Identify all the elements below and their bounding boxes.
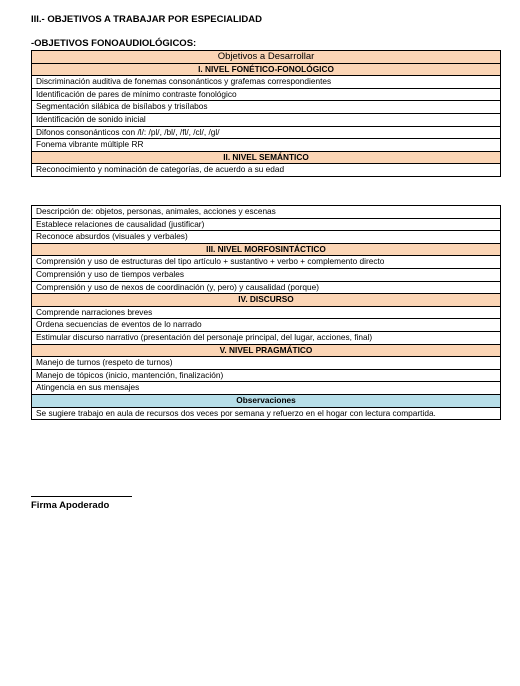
table-header: Objetivos a Desarrollar — [32, 51, 501, 64]
objective-cell: Difonos consonánticos con /l/: /pl/, /bl/, /fl/, /cl/, /gl/ — [32, 126, 501, 139]
level-title-phonetic: I. NIVEL FONÉTICO-FONOLÓGICO — [32, 63, 501, 76]
objective-cell: Comprensión y uso de tiempos verbales — [32, 268, 501, 281]
objectives-table-part-2 — [31, 205, 501, 420]
objective-cell: Segmentación silábica de bisílabos y trisílabos — [32, 101, 501, 114]
table-row — [32, 369, 501, 382]
signature-label: Firma Apoderado — [31, 500, 110, 511]
table-row — [32, 76, 501, 89]
table-row — [32, 218, 501, 231]
level-row — [32, 344, 501, 357]
table-row — [32, 407, 501, 420]
objective-cell: Comprensión y uso de estructuras del tipo artículo + sustantivo + verbo + complemento directo — [32, 256, 501, 269]
level-row — [32, 294, 501, 307]
table-row — [32, 206, 501, 219]
table-row — [32, 357, 501, 370]
objective-cell: Reconocimiento y nominación de categorías, de acuerdo a su edad — [32, 164, 501, 177]
table-row — [32, 126, 501, 139]
level-title-morphosyntactic: III. NIVEL MORFOSINTÁCTICO — [32, 243, 501, 256]
section-title: III.- OBJETIVOS A TRABAJAR POR ESPECIALIDAD — [31, 14, 263, 25]
objective-cell: Comprende narraciones breves — [32, 306, 501, 319]
objective-cell: Reconoce absurdos (visuales y verbales) — [32, 231, 501, 244]
objective-cell: Comprensión y uso de nexos de coordinación (y, pero) y causalidad (porque) — [32, 281, 501, 294]
signature-line — [31, 496, 132, 497]
level-row — [32, 63, 501, 76]
level-row — [32, 151, 501, 164]
table-row — [32, 231, 501, 244]
objective-cell: Manejo de tópicos (inicio, mantención, finalización) — [32, 369, 501, 382]
objective-cell: Manejo de turnos (respeto de turnos) — [32, 357, 501, 370]
table-row — [32, 331, 501, 344]
table-row — [32, 268, 501, 281]
table-row — [32, 101, 501, 114]
objective-cell: Descripción de: objetos, personas, animales, acciones y escenas — [32, 206, 501, 219]
table-row — [32, 319, 501, 332]
table-row — [32, 88, 501, 101]
observations-text: Se sugiere trabajo en aula de recursos dos veces por semana y refuerzo en el hogar con lectura compartida. — [32, 407, 501, 420]
objectives-table-part-1 — [31, 50, 501, 177]
level-title-discourse: IV. DISCURSO — [32, 294, 501, 307]
table-row — [32, 281, 501, 294]
objective-cell: Ordena secuencias de eventos de lo narrado — [32, 319, 501, 332]
objective-cell: Establece relaciones de causalidad (justificar) — [32, 218, 501, 231]
level-title-pragmatic: V. NIVEL PRAGMÁTICO — [32, 344, 501, 357]
table-row — [32, 382, 501, 395]
table-row — [32, 306, 501, 319]
observations-title: Observaciones — [32, 394, 501, 407]
subsection-title: -OBJETIVOS FONOAUDIOLÓGICOS: — [31, 38, 197, 49]
objective-cell: Estimular discurso narrativo (presentación del personaje principal, del lugar, acciones, final) — [32, 331, 501, 344]
objective-cell: Fonema vibrante múltiple RR — [32, 139, 501, 152]
observations-header-row — [32, 394, 501, 407]
table-row — [32, 164, 501, 177]
level-row — [32, 243, 501, 256]
level-title-semantic: II. NIVEL SEMÁNTICO — [32, 151, 501, 164]
table-row — [32, 256, 501, 269]
objective-cell: Atingencia en sus mensajes — [32, 382, 501, 395]
table-row — [32, 113, 501, 126]
objective-cell: Discriminación auditiva de fonemas consonánticos y grafemas correspondientes — [32, 76, 501, 89]
table-row — [32, 139, 501, 152]
table-header-row — [32, 51, 501, 64]
objective-cell: Identificación de pares de mínimo contraste fonológico — [32, 88, 501, 101]
objective-cell: Identificación de sonido inicial — [32, 113, 501, 126]
